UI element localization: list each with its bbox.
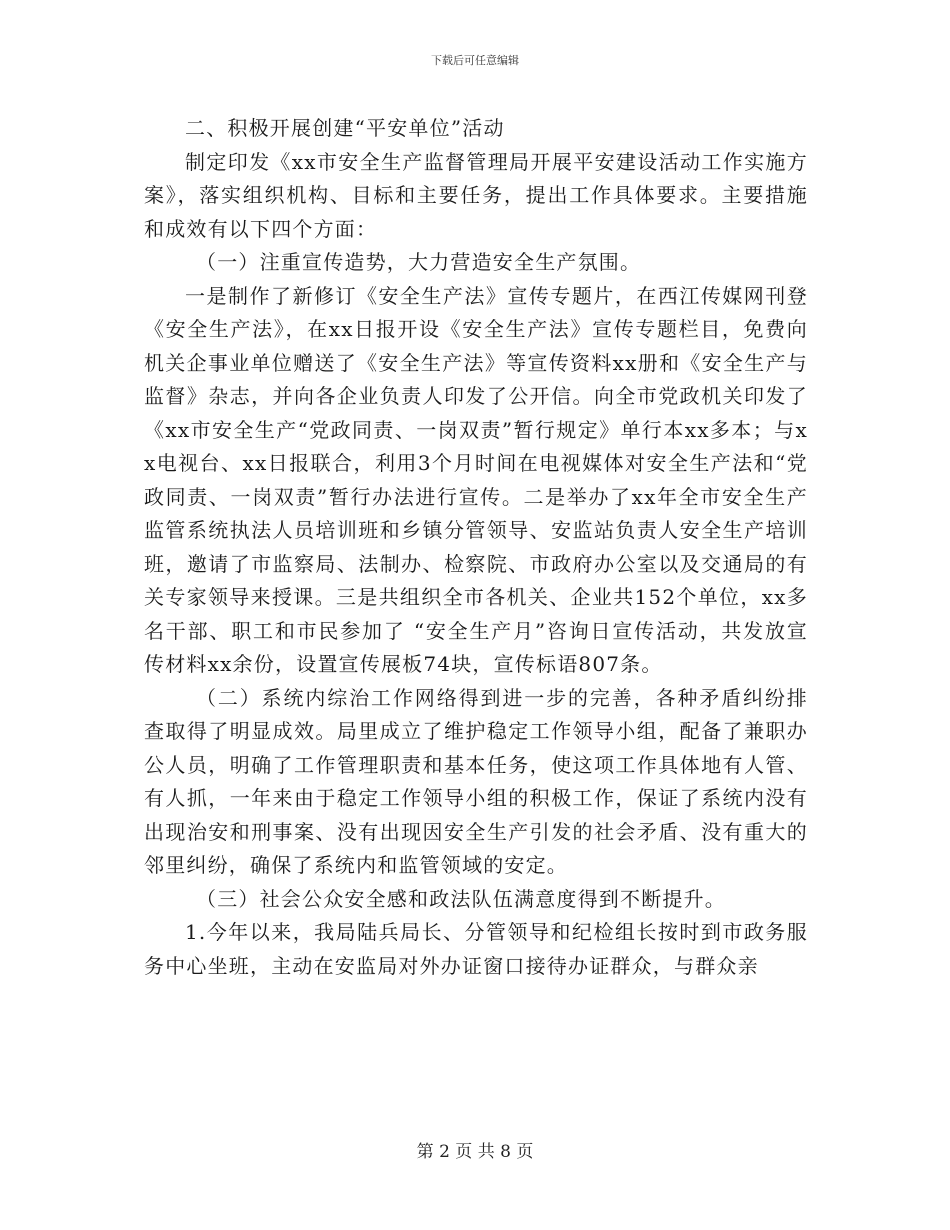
section-heading: 二、积极开展创建“平安单位”活动: [185, 116, 505, 140]
subsection-heading: （一）注重宣传造势，大力营造安全生产氛围。: [196, 250, 642, 274]
document-body: [144, 112, 808, 983]
page-footer: [0, 1141, 950, 1163]
subsection-paragraph: （二）系统内综治工作网络得到进一步的完善，各种矛盾纠纷排查取得了明显成效。局里成立了维护稳定工作领导小组，配备了兼职办公人员，明确了工作管理职责和基本任务，使这项工作具体地有人管、有人抓，一年来由于稳定工作领导小组的积极工作，保证了系统内没有出现治安和刑事案、没有出现因安全生产引发的社会矛盾、没有重大的邻里纠纷，确保了系统内和监管领域的安定。: [144, 685, 808, 877]
page-header-note: 下载后可任意编辑: [431, 54, 519, 67]
page-number-label: 第 2 页 共 8 页: [416, 1142, 534, 1162]
body-paragraph: 一是制作了新修订《安全生产法》宣传专题片，在西江传媒网刊登《安全生产法》，在xx日报开设《安全生产法》宣传专题栏目，免费向机关企事业单位赠送了《安全生产法》等宣传资料xx册和《安全生产与监督》杂志，并向各企业负责人印发了公开信。向全市党政机关印发了《xx市安全生产“党政同责、一岗双责”暂行规定》单行本xx多本；与xx电视台、xx日报联合，利用3个月时间在电视媒体对安全生产法和“党政同责、一岗双责”暂行办法进行宣传。二是举办了xx年全市安全生产监管系统执法人员培训班和乡镇分管领导、安监站负责人安全生产培训班，邀请了市监察局、法制办、检察院、市政府办公室以及交通局的有关专家领导来授课。三是共组织全市各机关、企业共152个单位，xx多名干部、职工和市民参加了 “安全生产月”咨询日宣传活动，共发放宣传材料xx余份，设置宣传展板74块，宣传标语807条。: [144, 283, 808, 676]
subsection-heading: （三）社会公众安全感和政法队伍满意度得到不断提升。: [196, 886, 726, 911]
body-paragraph: 制定印发《xx市安全生产监督管理局开展平安建设活动工作实施方案》，落实组织机构、目标和主要任务，提出工作具体要求。主要措施和成效有以下四个方面：: [144, 149, 808, 241]
body-paragraph: 1.今年以来，我局陆兵局长、分管领导和纪检组长按时到市政务服务中心坐班，主动在安监局对外办证窗口接待办证群众，与群众亲: [144, 920, 808, 978]
